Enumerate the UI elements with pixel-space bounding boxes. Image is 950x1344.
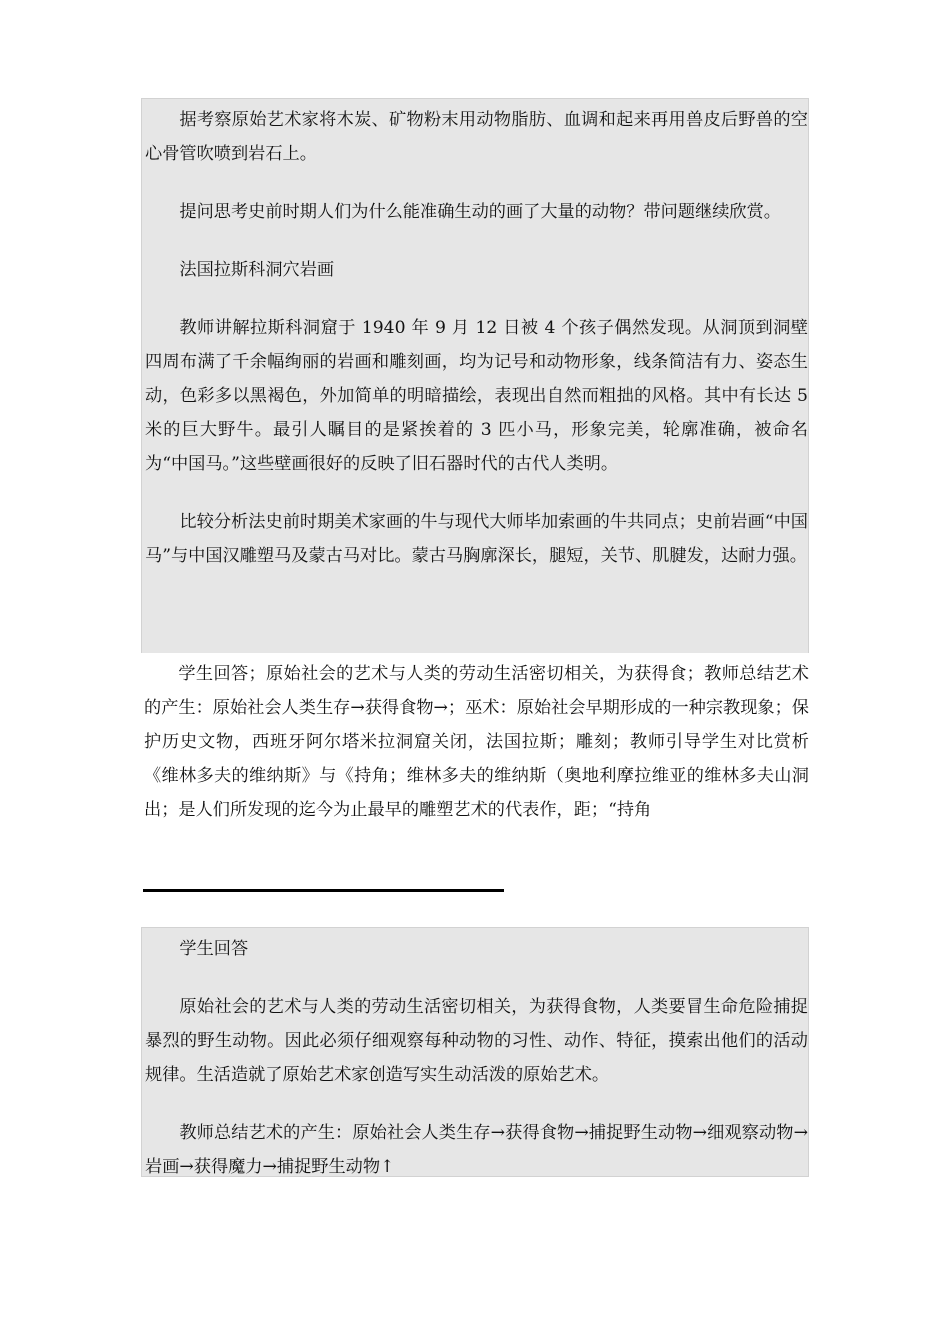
text-block-bottom <box>141 927 809 1177</box>
paragraph-lascaux-heading: 法国拉斯科洞穴岩画 <box>179 260 335 280</box>
paragraph-lascaux-description: 教师讲解拉斯科洞窟于 1940 年 9 月 12 日被 4 个孩子偶然发现。从洞顶到洞壁四周布满了千余幅绚丽的岩画和雕刻画，均为记号和动物形象，线条简洁有力、姿态生动，色彩多以黑褐色，外加简单的明暗描绘，表现出自然而粗拙的风格。其中有长达 5 米的巨大野牛。最引人瞩目的是紧挨着的 3 匹小马，形象完美，轮廓准确，被命名为“中国马。”这些壁画很好的反映了旧石器时代的古代人类明。 <box>145 318 808 474</box>
paragraph-teacher-summary: 教师总结艺术的产生：原始社会人类生存→获得食物→捕捉野生动物→细观察动物→岩画→获得魔力→捕捉野生动物↑ <box>145 1123 808 1177</box>
text-block-top <box>141 98 809 653</box>
paragraph-summary: 学生回答；原始社会的艺术与人类的劳动生活密切相关，为获得食；教师总结艺术的产生：原始社会人类生存→获得食物→；巫术：原始社会早期形成的一种宗教现象；保护历史文物，西班牙阿尔塔米拉洞窟关闭，法国拉斯；雕刻；教师引导学生对比赏析《维林多夫的维纳斯》与《持角；维林多夫的维纳斯（奥地利摩拉维亚的维林多夫山洞出；是人们所发现的迄今为止最早的雕塑艺术的代表作，距；“持角 <box>144 664 809 820</box>
paragraph-student-answer: 原始社会的艺术与人类的劳动生活密切相关，为获得食物，人类要冒生命危险捕捉暴烈的野生动物。因此必须仔细观察每种动物的习性、动作、特征，摸索出他们的活动规律。生活造就了原始艺术家创造写实生动活泼的原始艺术。 <box>145 997 808 1085</box>
paragraph-student-answer-heading: 学生回答 <box>179 939 249 959</box>
paragraph-comparison: 比较分析法史前时期美术家画的牛与现代大师毕加索画的牛共同点；史前岩画“中国马”与中国汉雕塑马及蒙古马对比。蒙古马胸廓深长，腿短，关节、肌腱发，达耐力强。 <box>145 512 808 566</box>
paragraph-question: 提问思考史前时期人们为什么能准确生动的画了大量的动物？带问题继续欣赏。 <box>179 202 781 222</box>
text-block-summary <box>141 653 809 859</box>
footnote-divider <box>143 889 504 892</box>
paragraph-pigment-technique: 据考察原始艺术家将木炭、矿物粉末用动物脂肪、血调和起来再用兽皮后野兽的空心骨管吹喷到岩石上。 <box>145 110 808 164</box>
